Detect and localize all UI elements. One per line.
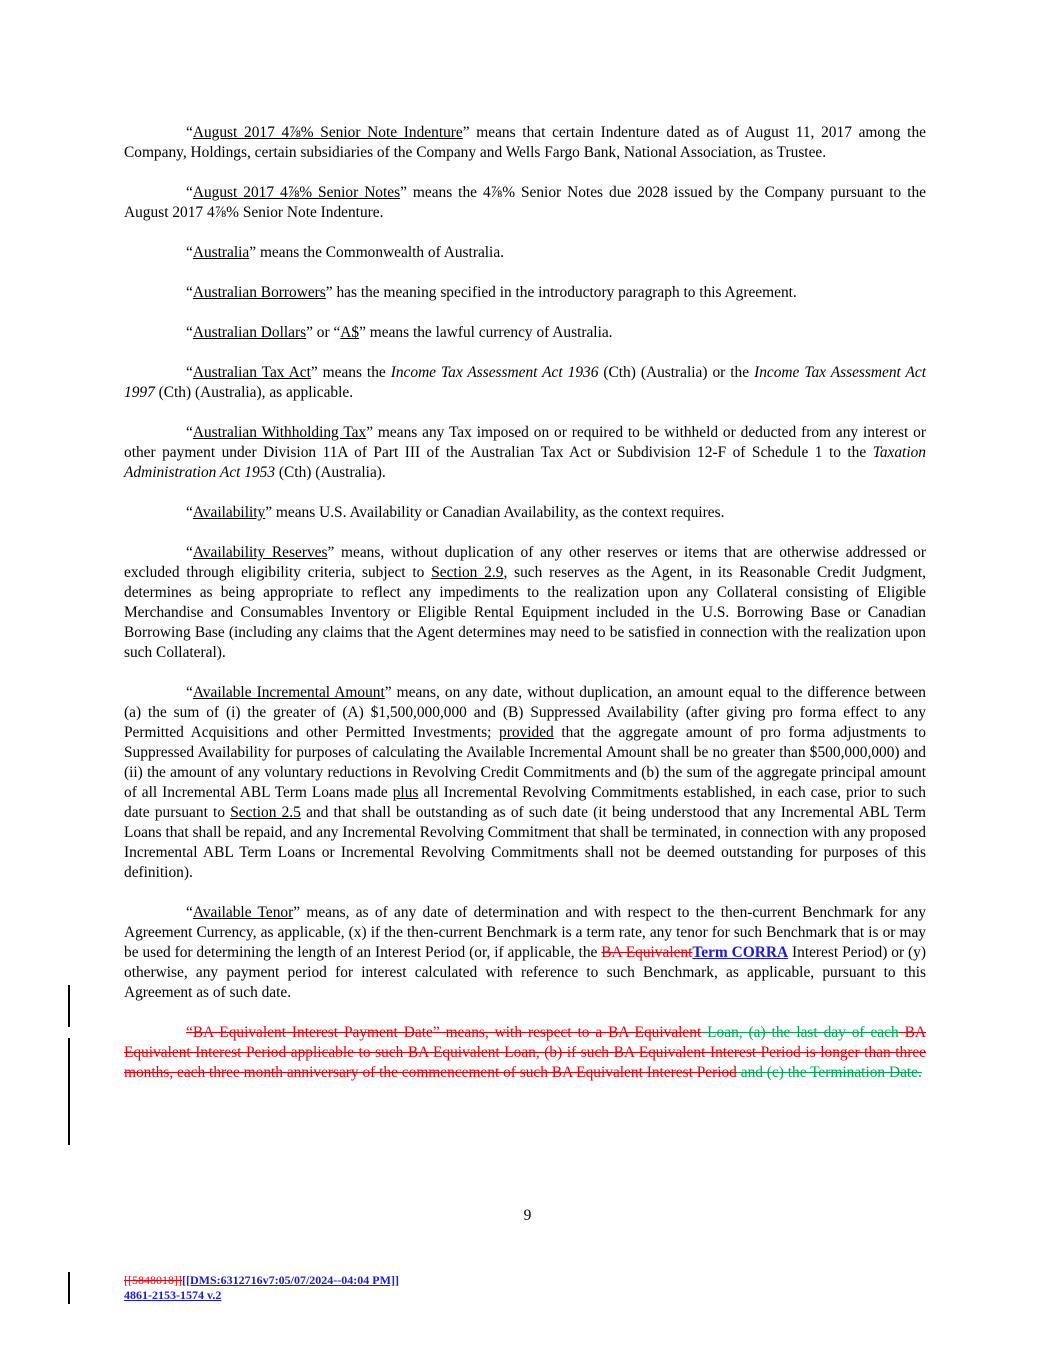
definition-australian-withholding-tax: “Australian Withholding Tax” means any Tax imposed on or required to be withheld or deducted from any interest or other payment under Division 11A of Part III of the Australian Tax Act or Subdivision 12-F of Schedule 1 to the Taxation Administration Act 1953 (Cth) (Australia).: [124, 424, 926, 481]
inserted-text: Term CORRA: [692, 944, 789, 961]
defined-term: Australian Tax Act: [192, 364, 311, 381]
deleted-defined-term: BA Equivalent Interest Payment Date: [192, 1024, 433, 1041]
definition-australian-borrowers: “Australian Borrowers” has the meaning specified in the introductory paragraph to this Agreement.: [186, 284, 797, 301]
deleted-text: ” means, with respect to a BA Equivalent: [432, 1024, 702, 1041]
footer-old-id: [[5848018]]: [124, 1273, 182, 1287]
defined-term: Available Incremental Amount: [192, 684, 385, 701]
definition-australia: “Australia” means the Commonwealth of Australia.: [186, 244, 505, 261]
emphasis-plus: plus: [392, 784, 419, 801]
section-reference: Section 2.5: [230, 804, 301, 821]
definition-availability-reserves: “Availability Reserves” means, without duplication of any other reserves or items that are otherwise addressed or excluded through eligibility criteria, subject to Section 2.9, such reserves as the Agent, in its Reasonable Credit Judgment, determines as being appropriate to reflect any impediments to the realization upon any Collateral consisting of Eligible Merchandise and Consumables Inventory or Eligible Rental Equipment included in the U.S. Borrowing Base or Canadian Borrowing Base (including any claims that the Agent determines may need to be satisfied in connection with the realization upon such Collateral).: [124, 544, 926, 661]
definition-ba-equivalent-interest-payment-date: [124, 1023, 926, 1083]
defined-term: Australian Dollars: [192, 324, 307, 341]
document-body: [124, 123, 926, 1103]
deleted-text: BA Equivalent Interest Period applicable to such BA Equivalent Loan, (b) if such BA Equivalent Interest Period is longer than three months, each three month anniversary of the commencement of such BA Equivalent Interest Period: [124, 1024, 926, 1081]
defined-term: Availability: [192, 504, 266, 521]
defined-term: August 2017 4⅞% Senior Note Indenture: [192, 124, 463, 141]
defined-term: Available Tenor: [192, 904, 294, 921]
moved-deleted-text: Loan, (a) the last day of each: [701, 1024, 899, 1041]
defined-term: A$: [340, 324, 360, 341]
definition-availability: “Availability” means U.S. Availability or Canadian Availability, as the context requires.: [186, 504, 725, 521]
footer-doc-number: 4861-2153-1574 v.2: [124, 1288, 222, 1302]
deleted-text: BA Equivalent: [601, 944, 693, 961]
change-bar-ba-equivalent: [68, 1038, 70, 1145]
footer-new-id: [[DMS:6312716v7:05/07/2024--04:04 PM]]: [181, 1273, 399, 1287]
change-bar-footer: [68, 1272, 70, 1304]
page-number: 9: [523, 1207, 532, 1224]
deleted-text: “: [186, 1024, 193, 1041]
definition-available-incremental-amount: “Available Incremental Amount” means, on any date, without duplication, an amount equal to the difference between (a) the sum of (i) the greater of (A) $1,500,000,000 and (B) Suppressed Availability (after giving pro forma effect to any Permitted Acquisitions and other Permitted Investments; provided that the aggregate amount of pro forma adjustments to Suppressed Availability for purposes of calculating the Available Incremental Amount shall be no greater than $500,000,000) and (ii) the amount of any voluntary reductions in Revolving Credit Commitments and (b) the sum of the aggregate principal amount of all Incremental ABL Term Loans made plus all Incremental Revolving Commitments established, in each case, prior to such date pursuant to Section 2.5 and that shall be outstanding as of such date (it being understood that any Incremental ABL Term Loans that shall be repaid, and any Incremental Revolving Commitment that shall be terminated, in connection with any proposed Incremental ABL Term Loans or Incremental Revolving Commitments shall not be deemed outstanding for purposes of this definition).: [124, 684, 926, 881]
defined-term: Australian Borrowers: [192, 284, 326, 301]
defined-term: Australia: [192, 244, 250, 261]
definition-australian-tax-act: “Australian Tax Act” means the Income Tax Assessment Act 1936 (Cth) (Australia) or the Income Tax Assessment Act 1997 (Cth) (Australia), as applicable.: [124, 364, 926, 401]
defined-term: Australian Withholding Tax: [192, 424, 367, 441]
definition-australian-dollars: “Australian Dollars” or “A$” means the lawful currency of Australia.: [186, 324, 613, 341]
defined-term: August 2017 4⅞% Senior Notes: [192, 184, 401, 201]
defined-term: Availability Reserves: [192, 544, 328, 561]
section-reference: Section 2.9: [431, 564, 504, 581]
definition-august-indenture: “August 2017 4⅞% Senior Note Indenture” means that certain Indenture dated as of August 11, 2017 among the Company, Holdings, certain subsidiaries of the Company and Wells Fargo Bank, National Association, as Trustee.: [124, 124, 926, 161]
definition-available-tenor: “Available Tenor” means, as of any date of determination and with respect to the then-current Benchmark for any Agreement Currency, as applicable, (x) if the then-current Benchmark is a term rate, any tenor for such Benchmark that is or may be used for determining the length of an Interest Period (or, if applicable, the BA EquivalentTerm CORRA Interest Period) or (y) otherwise, any payment period for interest calculated with reference to such Benchmark, as applicable, pursuant to this Agreement as of such date.: [124, 904, 926, 1001]
document-footer: [124, 1273, 399, 1303]
moved-deleted-text: and (c) the Termination Date.: [736, 1064, 922, 1081]
change-bar-available-tenor: [68, 985, 70, 1027]
definition-august-notes: “August 2017 4⅞% Senior Notes” means the 4⅞% Senior Notes due 2028 issued by the Company pursuant to the August 2017 4⅞% Senior Note Indenture.: [124, 184, 927, 221]
emphasis-provided: provided: [499, 724, 554, 741]
